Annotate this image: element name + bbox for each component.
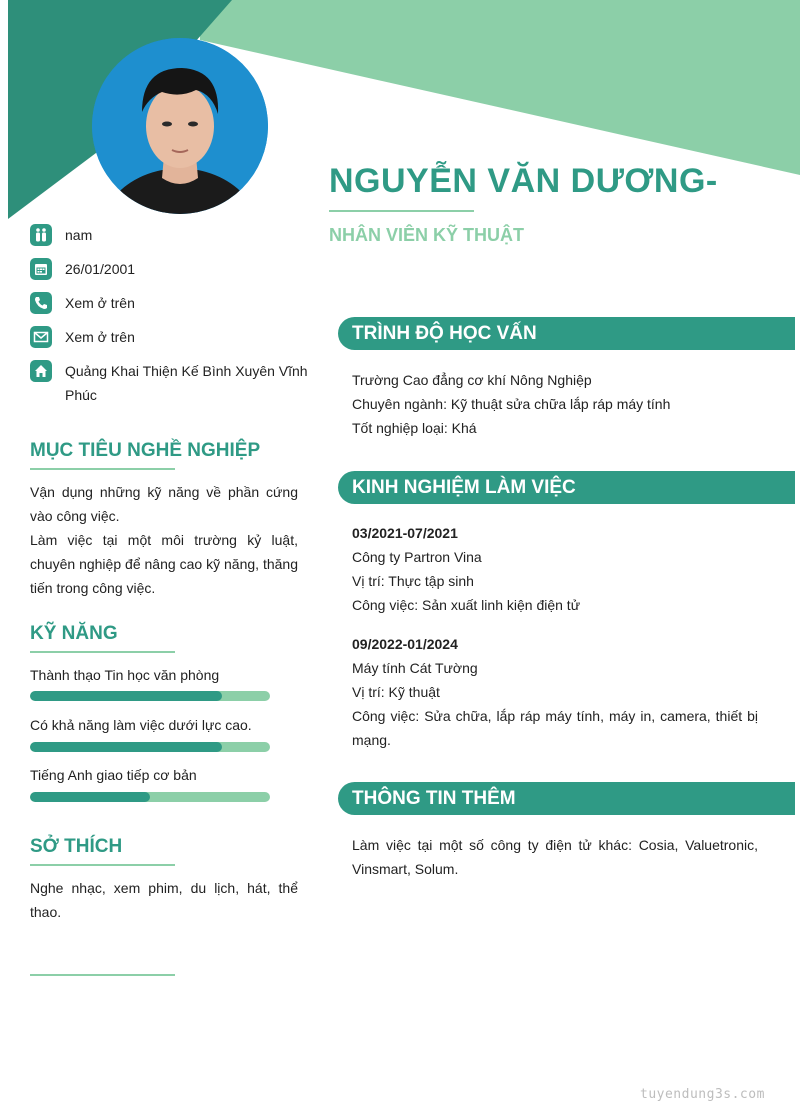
additional-text: Làm việc tại một số công ty điện tử khác: Cosia, Valuetronic, Vinsmart, Solum. [352,837,758,877]
watermark: tuyendung3s.com [640,1087,765,1102]
skill-bar-fill [30,742,222,752]
candidate-name: NGUYỄN VĂN DƯƠNG- [329,162,718,200]
education-heading: TRÌNH ĐỘ HỌC VẤN [338,317,795,350]
job-duties: Công việc: Sửa chữa, lắp ráp máy tính, máy in, camera, thiết bị mạng. [352,708,758,748]
contact-address [30,360,310,407]
experience-heading: KINH NGHIỆM LÀM VIỆC [338,471,795,504]
skill-bar-fill [30,792,150,802]
job-position: Vị trí: Kỹ thuật [352,684,440,700]
job-company: Công ty Partron Vina [352,549,482,565]
profile-photo [92,38,268,214]
objective-heading: MỤC TIÊU NGHỀ NGHIỆP [30,440,261,461]
objective-text-1: Vận dụng những kỹ năng về phần cứng vào công việc. [30,484,298,524]
education-grade: Tốt nghiệp loại: Khá [352,420,477,436]
skill-label: Có khả năng làm việc dưới lực cao. [30,717,252,733]
skill-bar [30,691,270,701]
job-period: 09/2022-01/2024 [352,636,458,652]
skill-label: Tiếng Anh giao tiếp cơ bản [30,767,197,783]
job-position: Vị trí: Thực tập sinh [352,573,474,589]
name-divider [329,210,474,212]
skills-heading: KỸ NĂNG [30,623,118,644]
contact-birthday [30,258,310,281]
job-title: NHÂN VIÊN KỸ THUẬT [329,225,525,245]
education-school: Trường Cao đẳng cơ khí Nông Nghiệp [352,372,592,388]
skills-divider [30,651,175,653]
job-duties: Công việc: Sản xuất linh kiện điện tử [352,597,581,613]
contact-phone [30,292,310,315]
email-value: Xem ở trên [65,329,135,345]
objective-divider [30,468,175,470]
gender-icon [30,224,52,246]
objective-text-2: Làm việc tại một môi trường kỷ luật, chuyên nghiệp để nâng cao kỹ năng, thăng tiến trong công việc. [30,532,298,596]
hobbies-heading: SỞ THÍCH [30,836,123,857]
phone-value: Xem ở trên [65,295,135,311]
skill-bar [30,742,270,752]
contact-email [30,326,310,349]
gender-value: nam [65,227,93,243]
calendar-icon [30,258,52,280]
skill-bar [30,792,270,802]
job-company: Máy tính Cát Tường [352,660,478,676]
phone-icon [30,292,52,314]
section-divider [30,974,175,976]
additional-heading: THÔNG TIN THÊM [338,782,795,815]
address-value: Quảng Khai Thiện Kế Bình Xuyên Vĩnh Phúc [65,363,308,403]
job-period: 03/2021-07/2021 [352,525,458,541]
skill-bar-fill [30,691,222,701]
skill-label: Thành thạo Tin học văn phòng [30,667,220,683]
birthday-value: 26/01/2001 [65,261,136,277]
email-icon [30,326,52,348]
hobbies-divider [30,864,175,866]
contact-gender [30,224,310,247]
education-major: Chuyên ngành: Kỹ thuật sửa chữa lắp ráp máy tính [352,396,671,412]
hobbies-text: Nghe nhạc, xem phim, du lịch, hát, thể thao. [30,880,298,920]
home-icon [30,360,52,382]
